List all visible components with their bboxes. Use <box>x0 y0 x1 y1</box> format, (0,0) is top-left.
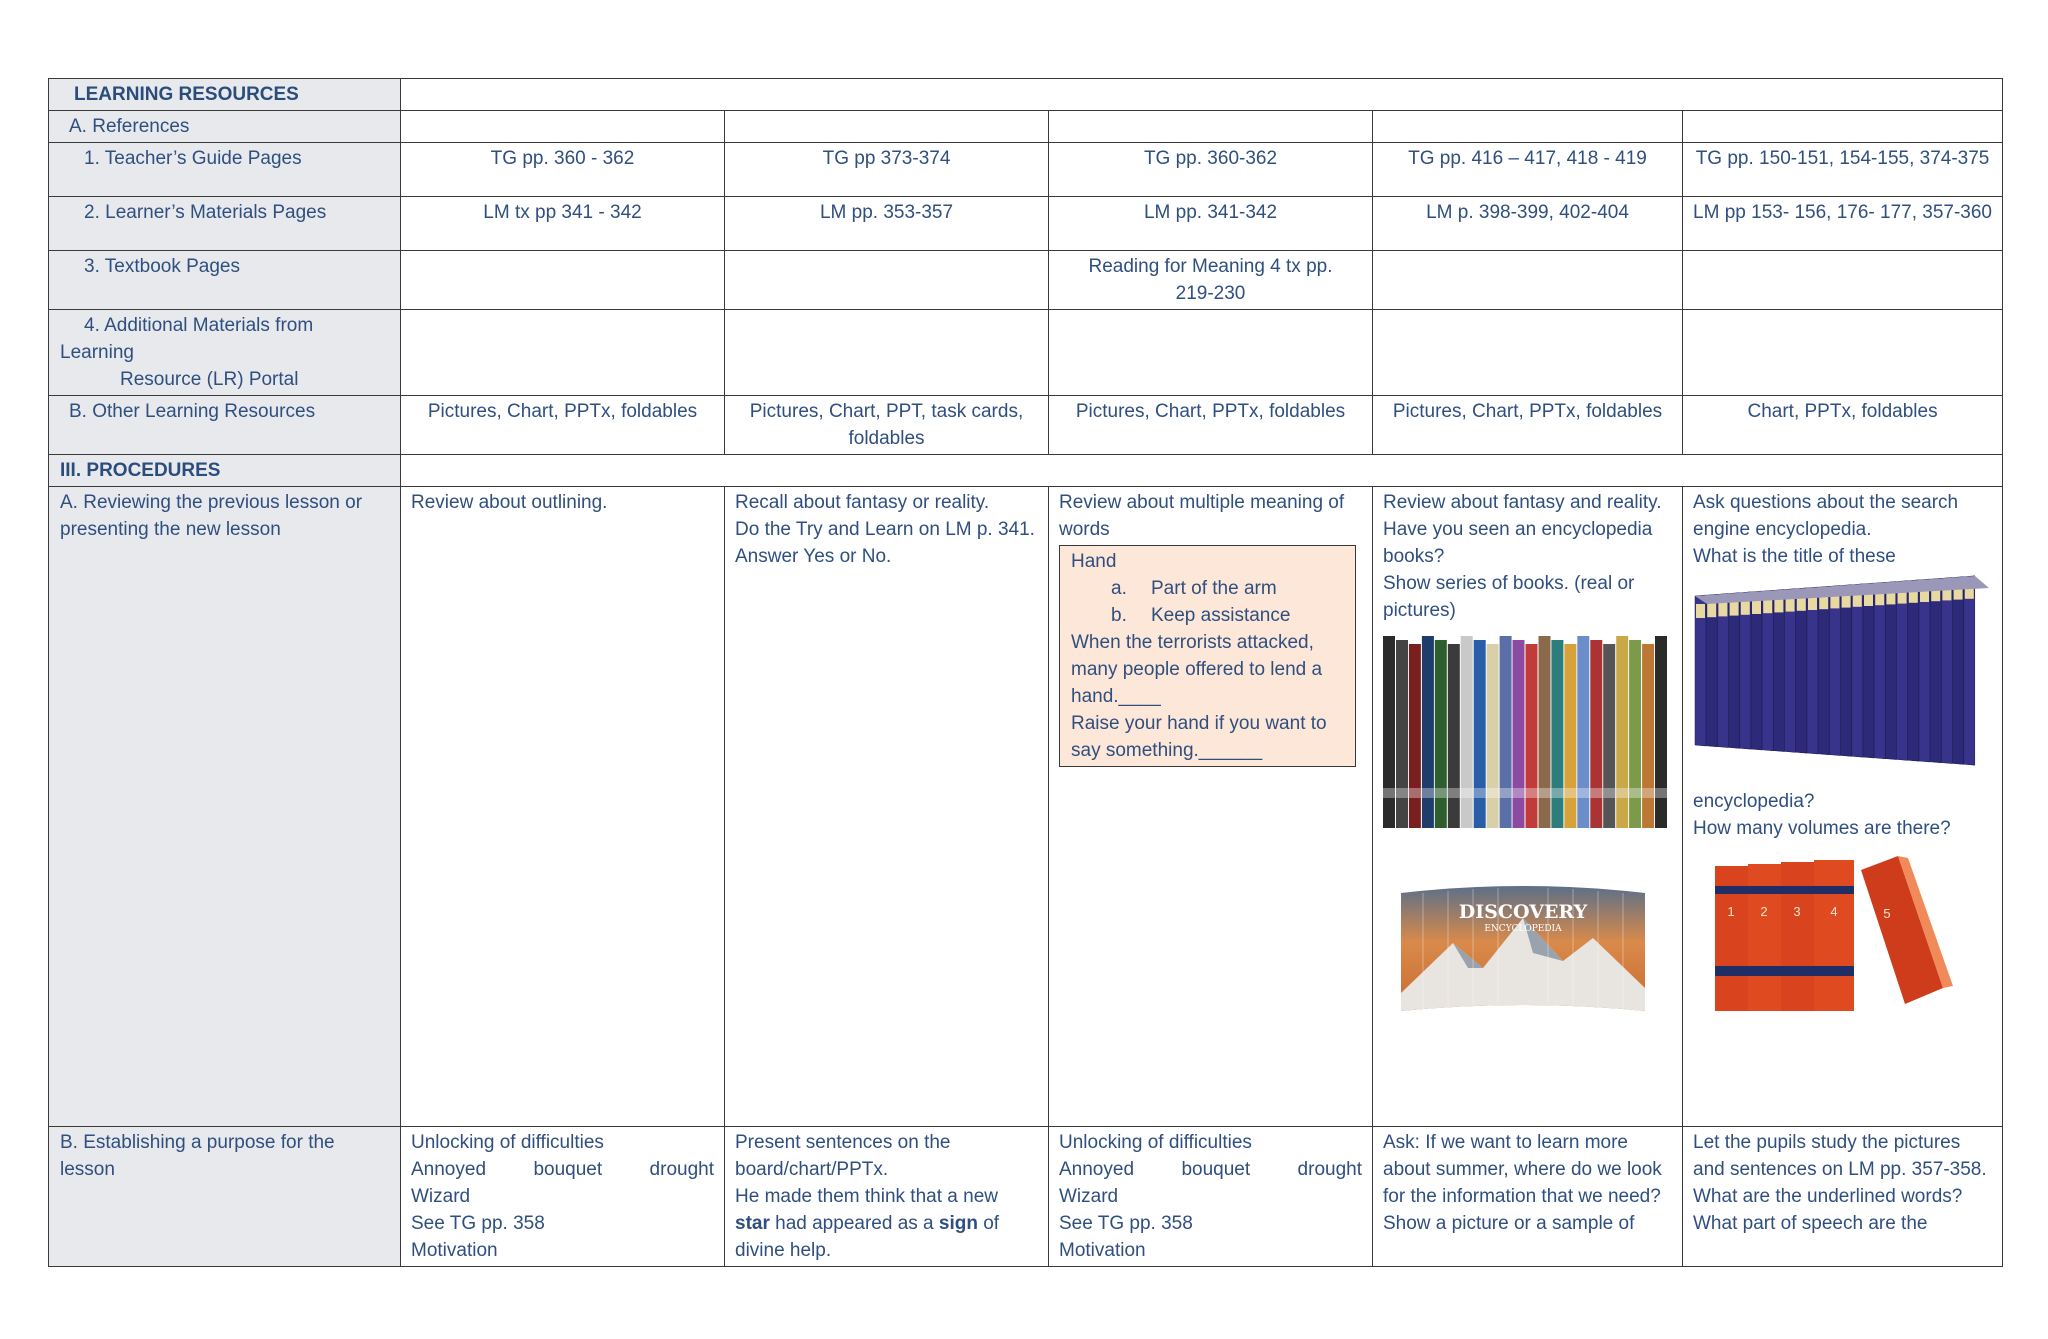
book-spine <box>1629 640 1641 828</box>
blue-volume <box>1818 586 1829 755</box>
spine-band <box>1500 788 1512 798</box>
textbook-row <box>49 251 2003 310</box>
volume-label <box>1797 597 1806 611</box>
spine-band <box>1396 788 1408 798</box>
empty-cell <box>1683 111 2003 143</box>
other-cell-4: Pictures, Chart, PPTx, foldables <box>1373 396 1683 455</box>
book-spines-illustration <box>1383 628 1668 843</box>
other-resources-row <box>49 396 2003 455</box>
reviewing-col5 <box>1683 487 2003 1127</box>
book-spine <box>1603 644 1615 828</box>
box-option-a <box>1071 575 1344 602</box>
textbook-cell-2 <box>725 251 1049 310</box>
book-spine <box>1616 636 1628 828</box>
additional-label-line1: 4. Additional Materials from <box>84 315 314 336</box>
lesson-plan-page <box>48 78 2002 1267</box>
discovery-encyclopedia-image <box>1383 873 1672 1023</box>
spine-band <box>1409 788 1421 798</box>
spine-band <box>1461 788 1473 798</box>
reviewing-col4-line1: Review about fantasy and reality. <box>1383 492 1662 513</box>
book-spine <box>1642 644 1654 828</box>
spine-band <box>1383 788 1395 798</box>
lm-cell-5: LM pp 153- 156, 176- 177, 357-360 <box>1683 197 2003 251</box>
textbook-cell-4 <box>1373 251 1683 310</box>
establishing-col3 <box>1049 1127 1373 1267</box>
svg-text:3: 3 <box>1793 904 1801 919</box>
blue-volume <box>1863 583 1874 758</box>
line: Unlocking of difficulties <box>1059 1132 1252 1153</box>
spine-band <box>1603 788 1615 798</box>
blue-volume <box>1773 589 1784 751</box>
svg-text:1: 1 <box>1727 904 1735 919</box>
blue-volume <box>1807 587 1818 754</box>
book-spine <box>1564 644 1576 828</box>
tg-cell-4: TG pp. 416 – 417, 418 - 419 <box>1373 143 1683 197</box>
book-spine <box>1422 636 1434 828</box>
additional-materials-label <box>49 310 401 396</box>
line: Ask: If we want to learn more about summer, where do we look for the information that we need? <box>1383 1132 1662 1207</box>
spine-band <box>1513 788 1525 798</box>
book-spine <box>1409 644 1421 828</box>
lesson-plan-table <box>48 78 2003 1267</box>
line: Unlocking of difficulties <box>411 1132 604 1153</box>
volume-label <box>1730 602 1739 616</box>
volume-label <box>1786 598 1795 612</box>
text-span: of divine help. <box>735 1213 1000 1261</box>
blue-volume <box>1897 581 1908 761</box>
text-span: He made them think that a new <box>735 1186 998 1207</box>
bold-word: star <box>735 1213 770 1234</box>
line: What are the underlined words? <box>1693 1186 1963 1207</box>
discovery-encyclopedia-illustration <box>1383 873 1668 1023</box>
blue-encyclopedia-set-image <box>1693 574 1992 784</box>
volume-label <box>1774 598 1783 612</box>
reviewing-label: A. Reviewing the previous lesson or presenting the new lesson <box>49 487 401 1127</box>
procedures-heading: III. PROCEDURES <box>49 455 401 487</box>
empty-cell <box>1373 310 1683 396</box>
spine-band <box>1564 788 1576 798</box>
sentence-with-bold-words <box>735 1183 1038 1264</box>
book-spine <box>1474 640 1486 828</box>
additional-materials-row <box>49 310 2003 396</box>
line: See TG pp. 358 <box>411 1213 545 1234</box>
book-spine <box>1448 644 1460 828</box>
box-option-b <box>1071 602 1344 629</box>
book-spine <box>1590 640 1602 828</box>
spine-band <box>1629 788 1641 798</box>
blue-volume <box>1841 585 1852 757</box>
lm-cell-2: LM pp. 353-357 <box>725 197 1049 251</box>
discovery-title: DISCOVERY <box>1458 901 1588 923</box>
blue-volume <box>1852 584 1863 757</box>
textbook-cell-3: Reading for Meaning 4 tx pp. 219-230 <box>1049 251 1373 310</box>
tg-cell-3: TG pp. 360-362 <box>1049 143 1373 197</box>
book-spine <box>1461 636 1473 828</box>
reviewing-col2 <box>725 487 1049 1127</box>
empty-cell <box>401 310 725 396</box>
references-row <box>49 111 2003 143</box>
book-spine <box>1500 636 1512 828</box>
line: Wizard <box>1059 1186 1119 1207</box>
volume-label <box>1752 600 1761 614</box>
spine-band <box>1616 788 1628 798</box>
blue-volume <box>1930 578 1941 763</box>
reviewing-col5-line1: Ask questions about the search engine encyclopedia. <box>1693 492 1959 540</box>
spine-band <box>1590 788 1602 798</box>
spine-band <box>1435 788 1447 798</box>
establishing-col1 <box>401 1127 725 1267</box>
empty-cell <box>1683 310 2003 396</box>
textbook-cell-1 <box>401 251 725 310</box>
reviewing-col3-intro: Review about multiple meaning of words <box>1059 492 1345 540</box>
procedures-row <box>49 455 2003 487</box>
book-spine <box>1526 644 1538 828</box>
orange-volumes-image <box>1693 846 1992 1021</box>
blue-volume <box>1729 593 1740 749</box>
blue-volume <box>1740 592 1751 749</box>
blue-volume <box>1874 582 1885 759</box>
line: Motivation <box>411 1240 498 1261</box>
reviewing-col5-after1: encyclopedia? <box>1693 791 1815 812</box>
reviewing-col4-line2: Have you seen an encyclopedia books? <box>1383 519 1653 567</box>
textbook-label: 3. Textbook Pages <box>49 251 401 310</box>
blue-volume <box>1953 577 1964 765</box>
spine-band <box>1577 788 1589 798</box>
reviewing-col2-line2: Do the Try and Learn on LM p. 341. Answer Yes or No. <box>735 519 1035 567</box>
spine-band <box>1551 788 1563 798</box>
learning-resources-row <box>49 79 2003 111</box>
learners-materials-row <box>49 197 2003 251</box>
spine-band <box>1448 788 1460 798</box>
blue-volume <box>1908 580 1919 761</box>
book-spine <box>1539 636 1551 828</box>
empty-cell <box>1049 310 1373 396</box>
blue-volume <box>1829 585 1840 755</box>
blue-volume <box>1762 590 1773 751</box>
volume-label <box>1763 599 1772 613</box>
spine-band <box>1539 788 1551 798</box>
reviewing-row <box>49 487 2003 1127</box>
volume-label <box>1707 603 1716 617</box>
other-resources-label: B. Other Learning Resources <box>49 396 401 455</box>
other-cell-1: Pictures, Chart, PPTx, foldables <box>401 396 725 455</box>
blue-volume <box>1751 591 1762 750</box>
volume-label <box>1741 601 1750 615</box>
line: Annoyed bouquet drought <box>1059 1159 1362 1180</box>
blue-volume <box>1717 593 1728 747</box>
book-spine <box>1655 636 1667 828</box>
other-cell-3: Pictures, Chart, PPTx, foldables <box>1049 396 1373 455</box>
tg-cell-5: TG pp. 150-151, 154-155, 374-375 <box>1683 143 2003 197</box>
spine-band <box>1655 788 1667 798</box>
additional-label-line3: Resource (LR) Portal <box>120 369 299 390</box>
text-span: had appeared as a <box>769 1213 939 1234</box>
empty-cell <box>1373 111 1683 143</box>
blue-volume <box>1796 588 1807 753</box>
box-word: Hand <box>1071 551 1117 572</box>
empty-cell <box>725 310 1049 396</box>
reviewing-col1: Review about outlining. <box>401 487 725 1127</box>
svg-text:5: 5 <box>1883 906 1891 921</box>
option-letter: b. <box>1111 605 1127 626</box>
lm-cell-4: LM p. 398-399, 402-404 <box>1373 197 1683 251</box>
spine-band <box>1422 788 1434 798</box>
book-spine <box>1577 636 1589 828</box>
option-text: Part of the arm <box>1151 578 1277 599</box>
svg-text:2: 2 <box>1760 904 1768 919</box>
reviewing-col4-line3: Show series of books. (real or pictures) <box>1383 573 1635 621</box>
tg-cell-2: TG pp 373-374 <box>725 143 1049 197</box>
tg-cell-1: TG pp. 360 - 362 <box>401 143 725 197</box>
blue-encyclopedia-set-illustration <box>1693 574 1993 784</box>
reviewing-col3 <box>1049 487 1373 1127</box>
multiple-meaning-box <box>1059 545 1356 767</box>
bold-word: sign <box>938 1213 978 1234</box>
svg-text:4: 4 <box>1830 904 1838 919</box>
empty-cell <box>1049 111 1373 143</box>
blue-volume <box>1885 581 1896 759</box>
establishing-col5 <box>1683 1127 2003 1267</box>
volume-label <box>1696 604 1705 618</box>
book-spine <box>1487 644 1499 828</box>
reviewing-col2-line1: Recall about fantasy or reality. <box>735 492 990 513</box>
other-cell-2: Pictures, Chart, PPT, task cards, foldables <box>725 396 1049 455</box>
teachers-guide-label: 1. Teacher’s Guide Pages <box>49 143 401 197</box>
book-spine <box>1513 640 1525 828</box>
book-spine <box>1383 636 1395 828</box>
book-spine <box>1396 640 1408 828</box>
lm-cell-3: LM pp. 341-342 <box>1049 197 1373 251</box>
book-spines-image <box>1383 628 1672 843</box>
line: See TG pp. 358 <box>1059 1213 1193 1234</box>
blue-volume <box>1919 579 1930 762</box>
blue-volume <box>1785 589 1796 753</box>
empty-cell <box>401 79 2003 111</box>
volume-label <box>1718 602 1727 616</box>
reviewing-col5-after2: How many volumes are there? <box>1693 818 1951 839</box>
reviewing-col5-line2: What is the title of these <box>1693 546 1896 567</box>
empty-cell <box>401 455 2003 487</box>
line: Let the pupils study the pictures and sentences on LM pp. 357-358. <box>1693 1132 1987 1180</box>
establishing-col4 <box>1373 1127 1683 1267</box>
other-cell-5: Chart, PPTx, foldables <box>1683 396 2003 455</box>
line: Present sentences on the board/chart/PPTx. <box>735 1132 951 1180</box>
box-sentence2: Raise your hand if you want to say something.______ <box>1071 713 1327 761</box>
additional-label-line2: Learning <box>60 342 134 363</box>
book-spine <box>1435 640 1447 828</box>
spine-band <box>1526 788 1538 798</box>
establishing-col2 <box>725 1127 1049 1267</box>
teachers-guide-row <box>49 143 2003 197</box>
establishing-purpose-row <box>49 1127 2003 1267</box>
spine-band <box>1474 788 1486 798</box>
line: Show a picture or a sample of <box>1383 1213 1635 1234</box>
orange-volumes-illustration <box>1693 846 1973 1021</box>
textbook-cell-5 <box>1683 251 2003 310</box>
blue-volume <box>1941 577 1952 763</box>
discovery-subtitle: ENCYCLOPEDIA <box>1484 924 1562 934</box>
line: What part of speech are the <box>1693 1213 1928 1234</box>
spine-band <box>1487 788 1499 798</box>
blue-volume <box>1964 576 1975 765</box>
establishing-label: B. Establishing a purpose for the lesson <box>49 1127 401 1267</box>
option-text: Keep assistance <box>1151 605 1291 626</box>
empty-cell <box>725 111 1049 143</box>
line: Motivation <box>1059 1240 1146 1261</box>
box-sentence1: When the terrorists attacked, many people offered to lend a hand.____ <box>1071 632 1323 707</box>
learning-resources-heading: LEARNING RESOURCES <box>49 79 401 111</box>
references-label: A. References <box>49 111 401 143</box>
reviewing-col4 <box>1373 487 1683 1127</box>
learners-materials-label: 2. Learner’s Materials Pages <box>49 197 401 251</box>
empty-cell <box>401 111 725 143</box>
line: Wizard <box>411 1186 471 1207</box>
spine-band <box>1642 788 1654 798</box>
lm-cell-1: LM tx pp 341 - 342 <box>401 197 725 251</box>
option-letter: a. <box>1111 578 1127 599</box>
line: Annoyed bouquet drought <box>411 1159 714 1180</box>
book-spine <box>1551 640 1563 828</box>
